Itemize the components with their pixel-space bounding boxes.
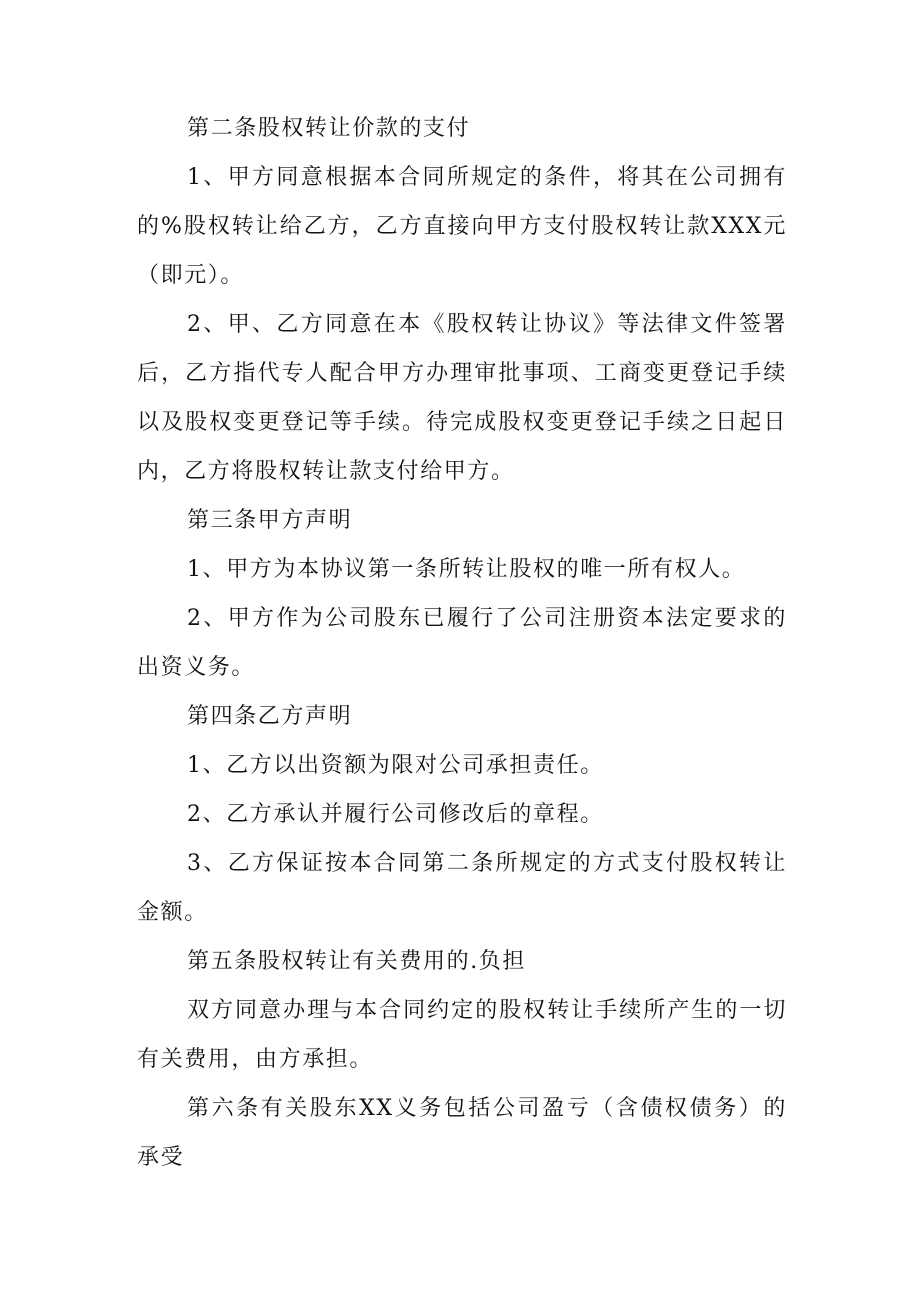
article-5-heading: 第五条股权转让有关费用的.负担 <box>187 949 526 974</box>
article-4-clause-2: 2、乙方承认并履行公司修改后的章程。 <box>187 802 604 827</box>
article-3-heading: 第三条甲方声明 <box>187 508 353 533</box>
article-4-heading: 第四条乙方声明 <box>187 704 353 729</box>
article-4-clause-3: 3、乙方保证按本合同第二条所规定的方式支付股权转让金额。 <box>137 851 787 925</box>
article-4-clause-1: 1、乙方以出资额为限对公司承担责任。 <box>187 753 604 778</box>
article-2-clause-1: 1、甲方同意根据本合同所规定的条件，将其在公司拥有的%股权转让给乙方，乙方直接向甲方支付股权转让款XXX元（即元）。 <box>137 165 787 288</box>
article-3-clause-1: 1、甲方为本协议第一条所转让股权的唯一所有权人。 <box>187 557 746 582</box>
article-2-heading: 第二条股权转让价款的支付 <box>187 116 471 141</box>
article-5-clause: 双方同意办理与本合同约定的股权转让手续所产生的一切有关费用，由方承担。 <box>137 998 787 1072</box>
document-body <box>137 104 787 1182</box>
article-3-clause-2: 2、甲方作为公司股东已履行了公司注册资本法定要求的出资义务。 <box>137 606 787 680</box>
article-6-heading: 第六条有关股东XX义务包括公司盈亏（含债权债务）的承受 <box>137 1096 787 1170</box>
article-2-clause-2: 2、甲、乙方同意在本《股权转让协议》等法律文件签署后，乙方指代专人配合甲方办理审批事项、工商变更登记手续以及股权变更登记等手续。待完成股权变更登记手续之日起日内，乙方将股权转让款支付给甲方。 <box>137 312 787 484</box>
